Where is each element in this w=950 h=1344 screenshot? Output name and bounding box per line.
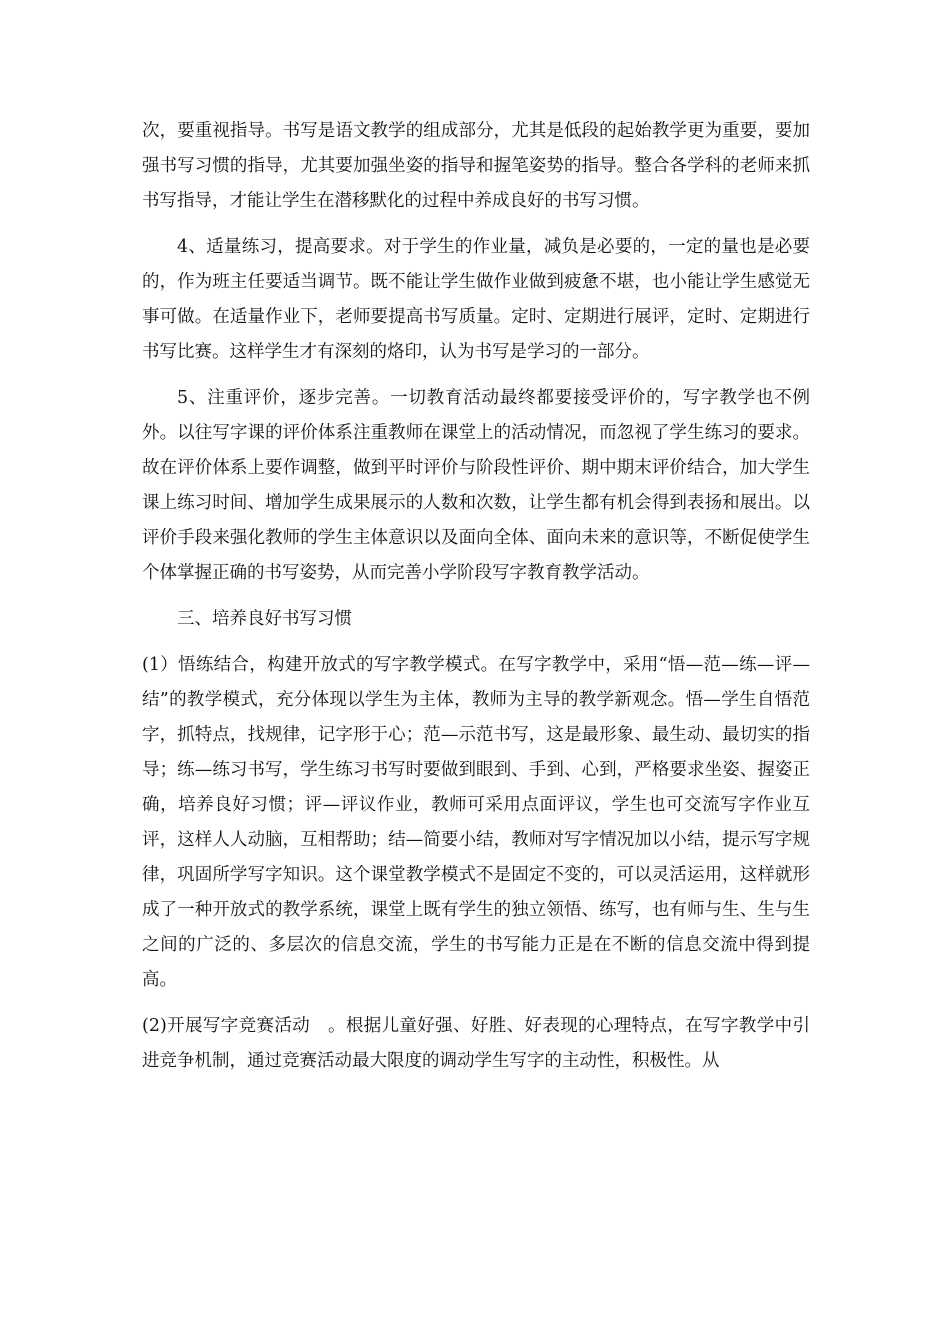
section-heading: 三、培养良好书写习惯 <box>177 609 352 629</box>
paragraph-continuation: 次，要重视指导。书写是语文教学的组成部分，尤其是低段的起始教学更为重要，要加强书写习惯的指导，尤其要加强坐姿的指导和握笔姿势的指导。整合各学科的老师来抓书写指导，才能让学生在潜移默化的过程中养成良好的书写习惯。 <box>142 121 810 211</box>
paragraph-item-1: (1）悟练结合，构建开放式的写字教学模式。在写字教学中，采用“悟—范—练—评—结”的教学模式，充分体现以学生为主体，教师为主导的教学新观念。悟—学生自悟范字，抓特点，找规律，记字形于心；范—示范书写，这是最形象、最生动、最切实的指导；练—练习书写，学生练习书写时要做到眼到、手到、心到，严格要求坐姿、握姿正确，培养良好习惯；评—评议作业，教师可采用点面评议，学生也可交流写字作业互评，这样人人动脑，互相帮助；结—简要小结，教师对写字情况加以小结，提示写字规律，巩固所学写字知识。这个课堂教学模式不是固定不变的，可以灵活运用，这样就形成了一种开放式的教学系统，课堂上既有学生的独立领悟、练写，也有师与生、生与生之间的广泛的、多层次的信息交流，学生的书写能力正是在不断的信息交流中得到提高。 <box>142 655 810 990</box>
paragraph-item-2: (2)开展写字竞赛活动 。根据儿童好强、好胜、好表现的心理特点，在写字教学中引进竞争机制，通过竞赛活动最大限度的调动学生写字的主动性，积极性。从 <box>142 1016 810 1071</box>
document-page <box>142 114 810 1090</box>
paragraph-point-4: 4、适量练习，提高要求。对于学生的作业量，减负是必要的，一定的量也是必要的，作为班主任要适当调节。既不能让学生做作业做到疲惫不堪，也小能让学生感觉无事可做。在适量作业下，老师要提高书写质量。定时、定期进行展评，定时、定期进行书写比赛。这样学生才有深刻的烙印，认为书写是学习的一部分。 <box>142 237 810 362</box>
paragraph-point-5: 5、注重评价，逐步完善。一切教育活动最终都要接受评价的，写字教学也不例外。以往写字课的评价体系注重教师在课堂上的活动情况，而忽视了学生练习的要求。故在评价体系上要作调整，做到平时评价与阶段性评价、期中期末评价结合，加大学生课上练习时间、增加学生成果展示的人数和次数，让学生都有机会得到表扬和展出。以评价手段来强化教师的学生主体意识以及面向全体、面向未来的意识等，不断促使学生个体掌握正确的书写姿势，从而完善小学阶段写字教育教学活动。 <box>142 388 810 583</box>
